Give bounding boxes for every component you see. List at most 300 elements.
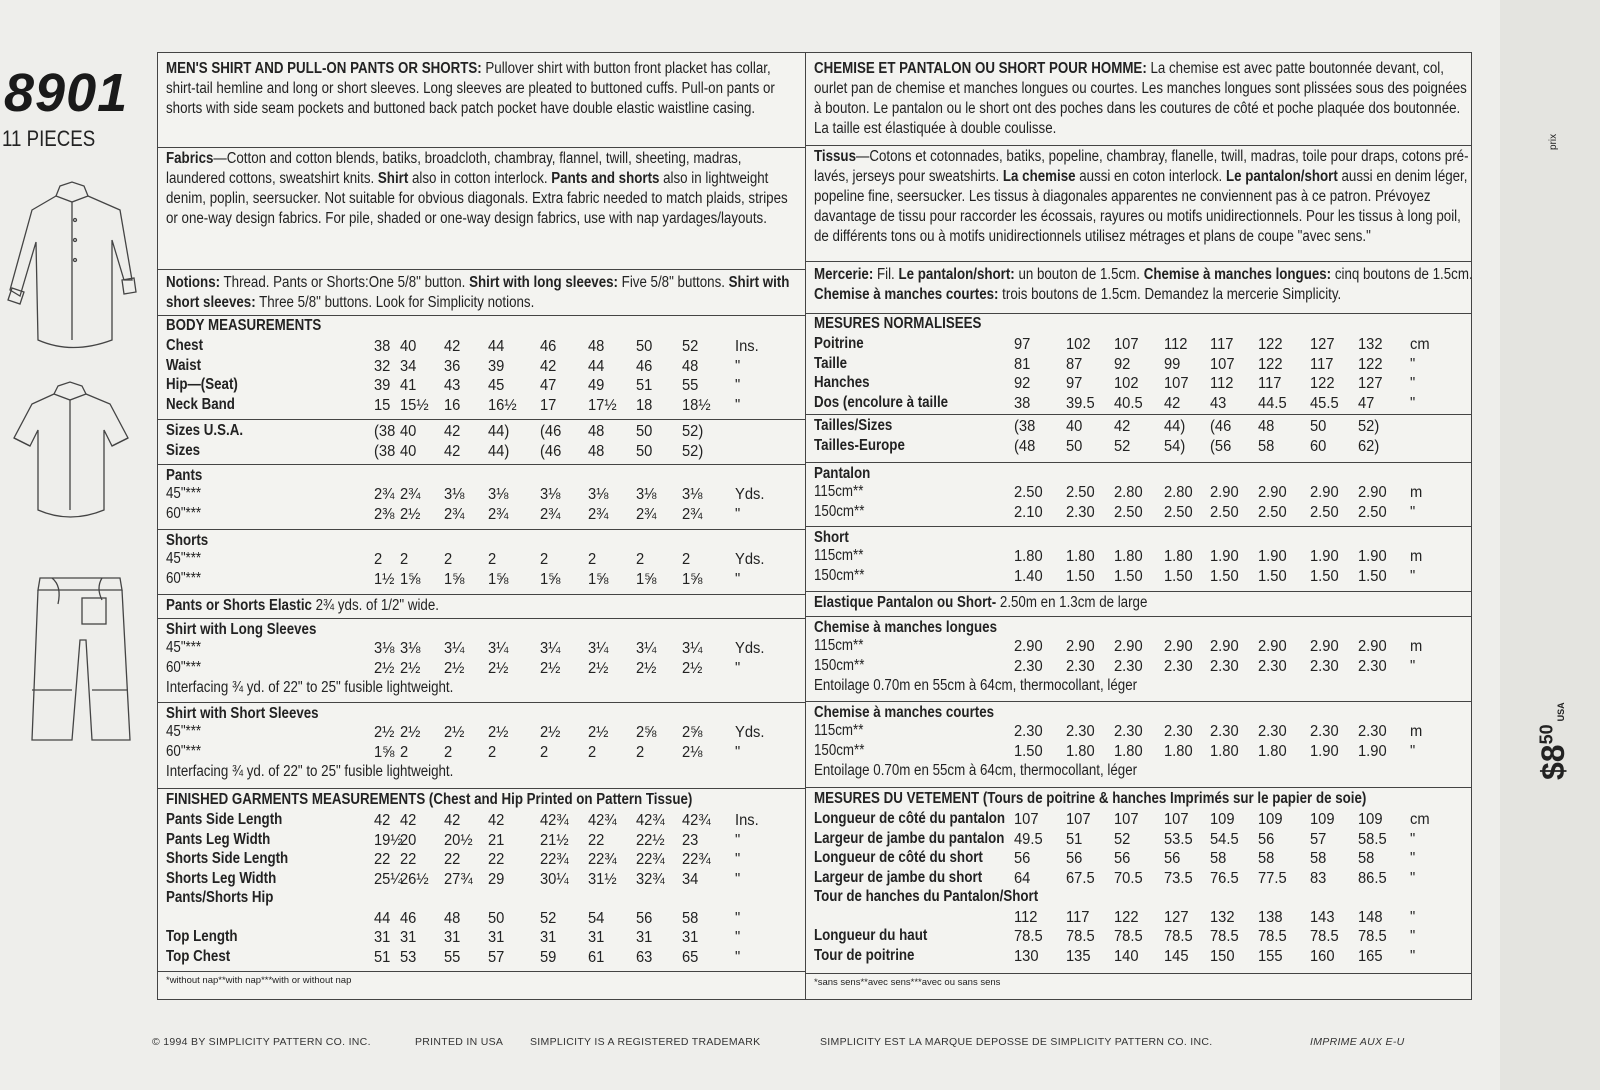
fr-paragraph: [814, 265, 1476, 305]
body-unit: ": [1410, 394, 1416, 412]
short-value: 2: [444, 743, 453, 761]
long-value: 2.90: [1066, 638, 1095, 655]
finished-value: 64: [1014, 869, 1031, 887]
sizes-value: 52): [682, 442, 704, 460]
long-label: 115cm**: [814, 637, 864, 654]
shorts-value: 1.80: [1164, 548, 1193, 565]
pants-unit: ": [735, 505, 741, 523]
finished-value: 140: [1114, 947, 1139, 965]
body-value: 40.5: [1114, 394, 1143, 412]
short-sleeve-shirt-sketch: [8, 380, 138, 530]
body-value: 42: [444, 338, 461, 355]
section-rule: [158, 147, 805, 148]
pants-unit: Yds.: [735, 486, 765, 503]
finished-value: 138: [1258, 908, 1283, 926]
body-value: 127: [1310, 336, 1335, 353]
body-unit: ": [735, 357, 741, 375]
finished-value: 58: [1258, 850, 1275, 867]
shorts-value: 1.50: [1164, 567, 1193, 585]
finished-label: Pants Side Length: [166, 811, 283, 828]
prix-label: prix: [1548, 133, 1559, 150]
short-value: 2.30: [1164, 723, 1193, 740]
pattern-number: 8901: [4, 63, 129, 123]
fr-long-interfacing: Entoilage 0.70m en 55cm à 64cm, thermocollant, léger: [814, 677, 1138, 694]
finished-value: 31: [540, 929, 557, 946]
fr-paragraph: [814, 147, 1476, 247]
short-value: 1.90: [1358, 742, 1387, 760]
shorts-value: 1⅝: [682, 570, 703, 588]
shorts-value: 1.50: [1066, 567, 1095, 585]
en-text-run: MEN'S SHIRT AND PULL-ON PANTS OR SHORTS:: [166, 60, 482, 77]
finished-value: 155: [1258, 947, 1283, 965]
body-value: 47: [540, 377, 557, 394]
short-value: 2.30: [1310, 723, 1339, 740]
price-tag: [1535, 702, 1572, 780]
long-value: 2½: [374, 659, 395, 677]
shorts-value: 2: [374, 551, 383, 568]
finished-label: Top Length: [166, 928, 238, 945]
body-value: 51: [636, 377, 653, 394]
body-label: Waist: [166, 356, 202, 374]
imprime: IMPRIME AUX E-U: [1310, 1036, 1405, 1048]
fr-text-run: un bouton de 1.5cm.: [1014, 266, 1144, 283]
elastic-label: Elastique Pantalon ou Short-: [814, 594, 997, 611]
pants-unit: m: [1410, 484, 1423, 501]
section-rule: [158, 315, 805, 316]
fr-text-run: La chemise: [1002, 168, 1076, 185]
shorts-value: 1.80: [1066, 548, 1095, 565]
fr-elastic: [814, 594, 1147, 612]
finished-value: 58: [1310, 850, 1327, 867]
finished-unit: ": [735, 851, 741, 868]
shorts-value: 1½: [374, 570, 395, 588]
finished-value: 56: [1066, 850, 1083, 867]
shorts-value: 2: [540, 551, 549, 568]
finished-label: Tour de hanches du Pantalon/Short: [814, 888, 1039, 905]
en-finished-title: FINISHED GARMENTS MEASUREMENTS (Chest and Hip Printed on Pattern Tissue): [166, 791, 693, 808]
short-value: 2.30: [1358, 723, 1387, 740]
sizes-value: (38: [1014, 418, 1036, 435]
finished-value: 78.5: [1066, 928, 1095, 945]
en-long-title: Shirt with Long Sleeves: [166, 621, 317, 638]
finished-value: 109: [1210, 811, 1235, 828]
shorts-value: 1.90: [1210, 548, 1239, 565]
short-value: 1.50: [1014, 742, 1043, 760]
body-label: Neck Band: [166, 395, 235, 413]
section-rule: [158, 269, 805, 270]
body-value: 122: [1310, 375, 1335, 392]
finished-value: 70.5: [1114, 869, 1143, 887]
short-value: 2⅝: [636, 724, 657, 741]
finished-label: Shorts Leg Width: [166, 869, 277, 887]
finished-value: 31: [374, 929, 391, 946]
finished-value: 22: [588, 831, 605, 849]
fr-short-title: Chemise à manches courtes: [814, 704, 995, 721]
body-value: 38: [374, 338, 391, 355]
finished-value: 42¾: [682, 812, 711, 829]
body-value: 40: [400, 338, 417, 355]
finished-value: 20½: [444, 831, 473, 849]
long-value: 2.30: [1014, 657, 1043, 675]
body-value: 49: [588, 377, 605, 394]
elastic-text: 2¾ yds. of 1/2" wide.: [311, 597, 439, 614]
finished-value: 49.5: [1014, 830, 1043, 848]
finished-value: 107: [1066, 811, 1091, 828]
sizes-value: 48: [588, 423, 605, 440]
finished-value: 31: [636, 929, 653, 946]
body-value: 55: [682, 377, 699, 394]
body-value: 117: [1258, 375, 1282, 392]
shorts-value: 1.50: [1210, 567, 1239, 585]
body-value: 112: [1164, 336, 1188, 353]
pants-value: 2.50: [1358, 503, 1387, 521]
shorts-value: 1.50: [1310, 567, 1339, 585]
short-value: 1.80: [1258, 742, 1287, 760]
finished-value: 76.5: [1210, 869, 1239, 887]
pants-value: 2.50: [1310, 503, 1339, 521]
en-footnote: *without nap**with nap***with or without nap: [166, 975, 352, 986]
finished-value: 58: [1210, 850, 1227, 867]
finished-label: Shorts Side Length: [166, 850, 289, 867]
body-value: 107: [1164, 375, 1189, 392]
body-value: 48: [682, 357, 699, 375]
finished-value: 51: [374, 948, 391, 966]
pants-value: 2.80: [1164, 484, 1193, 501]
trademark: SIMPLICITY IS A REGISTERED TRADEMARK: [530, 1036, 761, 1048]
body-value: 44: [488, 338, 505, 355]
shorts-value: 2: [444, 551, 453, 568]
pants-value: 2.10: [1014, 503, 1043, 521]
sizes-value: 40: [1066, 418, 1083, 435]
long-value: 3⅛: [374, 640, 395, 657]
pants-value: 2¾: [636, 505, 657, 523]
long-value: 2.90: [1358, 638, 1387, 655]
finished-unit: ": [735, 870, 741, 888]
finished-unit: ": [735, 929, 741, 946]
fr-body-title: MESURES NORMALISEES: [814, 315, 982, 332]
en-text-run: Three 5/8" buttons. Look for Simplicity notions.: [255, 294, 535, 311]
pants-value: 2¾: [374, 486, 395, 503]
body-value: 39: [488, 357, 505, 375]
finished-value: 78.5: [1310, 928, 1339, 945]
shorts-label: 115cm**: [814, 547, 864, 564]
shorts-value: 1.40: [1014, 567, 1043, 585]
finished-value: 107: [1164, 811, 1189, 828]
sizes-value: (38: [374, 423, 396, 440]
finished-label: Longueur du haut: [814, 927, 928, 944]
copyright: © 1994 BY SIMPLICITY PATTERN CO. INC.: [152, 1036, 371, 1048]
body-unit: ": [1410, 355, 1416, 373]
finished-value: 130: [1014, 947, 1039, 965]
body-value: 127: [1358, 375, 1383, 392]
long-unit: ": [735, 659, 741, 677]
finished-value: 42: [374, 812, 391, 829]
body-value: 122: [1358, 355, 1383, 373]
finished-value: 51: [1066, 830, 1083, 848]
body-value: 46: [636, 357, 653, 375]
pants-label: 115cm**: [814, 483, 864, 500]
elastic-label: Pants or Shorts Elastic: [166, 597, 312, 614]
body-value: 45.5: [1310, 394, 1339, 412]
body-label: Hanches: [814, 374, 870, 391]
body-value: 38: [1014, 394, 1031, 412]
finished-value: 54.5: [1210, 830, 1239, 848]
en-paragraph: [166, 149, 798, 229]
sizes-value: (38: [374, 442, 396, 460]
en-paragraph: [166, 273, 798, 313]
fr-text-run: Chemise à manches courtes:: [814, 286, 999, 303]
section-rule: [158, 464, 805, 465]
long-value: 3¼: [488, 640, 509, 657]
finished-unit: ": [735, 831, 741, 849]
pants-value: 2.50: [1164, 503, 1193, 521]
sizes-value: 62): [1358, 437, 1380, 455]
body-value: 117: [1310, 355, 1334, 373]
body-value: 99: [1164, 355, 1181, 373]
long-value: 2½: [636, 659, 657, 677]
finished-unit: Ins.: [735, 812, 759, 829]
fr-text-run: Le pantalon/short: [1225, 168, 1338, 185]
pants-value: 2½: [400, 505, 421, 523]
pants-label: 45"***: [166, 485, 202, 502]
sizes-value: 40: [400, 442, 417, 460]
short-value: 2: [636, 743, 645, 761]
pants-value: 3⅛: [488, 486, 509, 503]
finished-value: 78.5: [1358, 928, 1387, 945]
long-value: 3¼: [444, 640, 465, 657]
finished-value: 56: [636, 909, 653, 927]
en-shorts-title: Shorts: [166, 532, 209, 549]
body-unit: Ins.: [735, 338, 759, 355]
price-dollars: $8: [1535, 744, 1571, 780]
fr-text-run: Chemise à manches longues:: [1143, 266, 1332, 283]
sizes-value: 50: [636, 442, 653, 460]
body-value: 47: [1358, 394, 1375, 412]
en-text-run: Pullover shirt with button front placket has collar, shirt-tail hemline and long or short sleeves. Long sleeves are pleated to buttoned cuffs. Pull-on pants or shorts with side seam pockets and buttoned back patch pocket have double elastic waistline casing.: [166, 60, 775, 117]
shorts-value: 1.80: [1114, 548, 1143, 565]
finished-value: 145: [1164, 947, 1189, 965]
finished-value: 21: [488, 831, 505, 849]
shorts-value: 1⅝: [540, 570, 561, 588]
sizes-value: 60: [1310, 437, 1327, 455]
long-value: 2½: [540, 659, 561, 677]
body-value: 52: [682, 338, 699, 355]
shorts-unit: m: [1410, 548, 1423, 565]
finished-value: 22: [444, 851, 461, 868]
long-value: 2.30: [1164, 657, 1193, 675]
long-value: 2.30: [1114, 657, 1143, 675]
finished-value: 42: [444, 812, 461, 829]
body-value: 42: [1164, 394, 1181, 412]
body-value: 132: [1358, 336, 1383, 353]
finished-value: 86.5: [1358, 869, 1387, 887]
long-value: 2.90: [1210, 638, 1239, 655]
finished-value: 53.5: [1164, 830, 1193, 848]
en-text-run: Shirt with long sleeves:: [469, 274, 618, 291]
finished-value: 34: [682, 870, 699, 888]
section-rule: [806, 145, 1471, 146]
sizes-value: (46: [540, 442, 562, 460]
shorts-unit: ": [1410, 567, 1416, 585]
fr-text-run: trois boutons de 1.5cm. Demandez la mercerie Simplicity.: [998, 286, 1342, 303]
finished-value: 61: [588, 948, 605, 966]
body-value: 18½: [682, 396, 711, 414]
body-value: 97: [1014, 336, 1031, 353]
en-text-run: also in lightweight denim, poplin, seersucker. Not suitable for obvious diagonals. Extra fabric needed to match plaids, stripes or one-way design fabrics. For pile, shaded or one-way design fabrics, use with nap yardages/layouts.: [166, 170, 788, 227]
finished-value: 57: [1310, 830, 1327, 848]
body-value: 92: [1114, 355, 1131, 373]
short-value: 1.80: [1210, 742, 1239, 760]
body-value: 41: [400, 377, 417, 394]
en-text-run: Notions:: [166, 274, 221, 291]
shorts-value: 2: [682, 551, 691, 568]
pants-value: 3⅛: [588, 486, 609, 503]
long-value: 2.90: [1164, 638, 1193, 655]
sizes-value: 52): [682, 423, 704, 440]
fr-finished-title: MESURES DU VETEMENT (Tours de poitrine & hanches Imprimés sur le papier de soie): [814, 790, 1367, 807]
section-rule: [806, 414, 1471, 415]
finished-value: 83: [1310, 869, 1327, 887]
sizes-value: (48: [1014, 437, 1036, 455]
body-value: 50: [636, 338, 653, 355]
sizes-value: 54): [1164, 437, 1186, 455]
long-value: 2.30: [1358, 657, 1387, 675]
finished-value: 22: [374, 851, 391, 868]
en-short-interfacing: Interfacing ¾ yd. of 22" to 25" fusible lightweight.: [166, 763, 454, 780]
long-value: 2½: [488, 659, 509, 677]
shorts-value: 1⅝: [636, 570, 657, 588]
pants-value: 2¾: [400, 486, 421, 503]
body-value: 42: [540, 357, 557, 375]
body-value: 46: [540, 338, 557, 355]
finished-unit: ": [1410, 908, 1416, 926]
finished-value: 32¾: [636, 870, 665, 888]
long-unit: Yds.: [735, 640, 765, 657]
finished-value: 23: [682, 831, 699, 849]
finished-value: 29: [488, 870, 505, 888]
finished-value: 31: [488, 929, 505, 946]
short-unit: ": [1410, 742, 1416, 760]
body-label: Chest: [166, 337, 204, 354]
finished-value: 112: [1014, 908, 1038, 926]
finished-value: 22¾: [682, 851, 711, 868]
pants-value: 2.90: [1310, 484, 1339, 501]
sizes-value: 50: [1310, 418, 1327, 435]
section-rule: [806, 261, 1471, 262]
sizes-label: Sizes U.S.A.: [166, 422, 244, 439]
finished-value: 65: [682, 948, 699, 966]
short-value: 1.80: [1114, 742, 1143, 760]
section-rule: [806, 701, 1471, 702]
finished-value: 148: [1358, 908, 1383, 926]
shorts-value: 1⅝: [488, 570, 509, 588]
finished-value: 67.5: [1066, 869, 1095, 887]
body-value: 34: [400, 357, 417, 375]
short-value: 1.90: [1310, 742, 1339, 760]
section-rule: [806, 313, 1471, 314]
body-value: 107: [1210, 355, 1235, 373]
short-value: 2: [400, 743, 409, 761]
pants-value: 2.50: [1066, 484, 1095, 501]
short-label: 45"***: [166, 723, 202, 740]
long-value: 2½: [682, 659, 703, 677]
finished-value: 63: [636, 948, 653, 966]
en-text-run: Fabrics: [166, 150, 214, 167]
finished-value: 109: [1358, 811, 1383, 828]
finished-value: 42¾: [588, 812, 617, 829]
finished-value: 78.5: [1164, 928, 1193, 945]
long-value: 2½: [588, 659, 609, 677]
finished-value: 53: [400, 948, 417, 966]
shorts-value: 1.90: [1310, 548, 1339, 565]
finished-value: 122: [1114, 908, 1139, 926]
finished-value: 44: [374, 909, 391, 927]
short-value: 1.80: [1066, 742, 1095, 760]
long-value: 3¼: [682, 640, 703, 657]
finished-value: 22¾: [636, 851, 665, 868]
envelope-edge: [1500, 0, 1600, 1090]
short-value: 2: [540, 743, 549, 761]
finished-value: 73.5: [1164, 869, 1193, 887]
finished-value: 55: [444, 948, 461, 966]
short-label: 60"***: [166, 742, 202, 760]
short-value: 2½: [588, 724, 609, 741]
fr-short-interfacing: Entoilage 0.70m en 55cm à 64cm, thermocollant, léger: [814, 762, 1138, 779]
printed-in: PRINTED IN USA: [415, 1036, 504, 1048]
body-value: 44: [588, 357, 605, 375]
section-rule: [158, 419, 805, 420]
finished-value: 135: [1066, 947, 1091, 965]
shorts-value: 1.90: [1258, 548, 1287, 565]
shorts-value: 1⅝: [400, 570, 421, 588]
short-value: 2½: [488, 724, 509, 741]
sizes-value: 58: [1258, 437, 1275, 455]
short-value: 2½: [444, 724, 465, 741]
short-unit: ": [735, 743, 741, 761]
en-paragraph: [166, 59, 798, 119]
fr-text-run: La chemise est avec patte boutonnée devant, col, ourlet pan de chemise et manches longues ou courtes. Les manches longues sont plissées sous des poignées à bouton. Le pantalon ou le short ont des poches dans les coutures de côté et poche plaquée dos boutonnée. La taille est élastiquée à double coulisse.: [814, 60, 1467, 137]
body-value: 81: [1014, 355, 1031, 373]
pants-value: 2.50: [1014, 484, 1043, 501]
shorts-value: 2: [636, 551, 645, 568]
finished-value: 22¾: [588, 851, 617, 868]
sizes-value: 44): [488, 442, 510, 460]
finished-value: 31: [444, 929, 461, 946]
fr-text-run: cinq boutons de 1.5cm.: [1331, 266, 1473, 283]
finished-value: 31: [588, 929, 605, 946]
fr-text-run: —Cotons et cotonnades, batiks, popeline, chambray, flanelle, twill, madras, toile pour draps, cotons pré-lavés, jerseys pour sweatshirts.: [814, 148, 1469, 185]
section-rule: [806, 787, 1471, 788]
section-rule: [806, 616, 1471, 617]
finished-value: 42: [400, 812, 417, 829]
fr-shorts-title: Short: [814, 529, 849, 546]
body-value: 122: [1258, 355, 1283, 373]
body-value: 43: [1210, 394, 1227, 412]
long-value: 2.30: [1310, 657, 1339, 675]
pants-value: 2¾: [682, 505, 703, 523]
section-rule: [158, 788, 805, 789]
fr-text-run: CHEMISE ET PANTALON OU SHORT POUR HOMME:: [814, 60, 1147, 77]
en-body-title: BODY MEASUREMENTS: [166, 317, 322, 334]
shorts-unit: Yds.: [735, 551, 765, 568]
finished-label: Pants/Shorts Hip: [166, 889, 274, 906]
pants-value: 2¾: [588, 505, 609, 523]
finished-value: 22½: [636, 831, 665, 849]
en-text-run: Five 5/8" buttons.: [617, 274, 729, 291]
fr-long-title: Chemise à manches longues: [814, 619, 997, 636]
shorts-label: 150cm**: [814, 566, 865, 584]
sizes-value: 50: [1066, 437, 1083, 455]
